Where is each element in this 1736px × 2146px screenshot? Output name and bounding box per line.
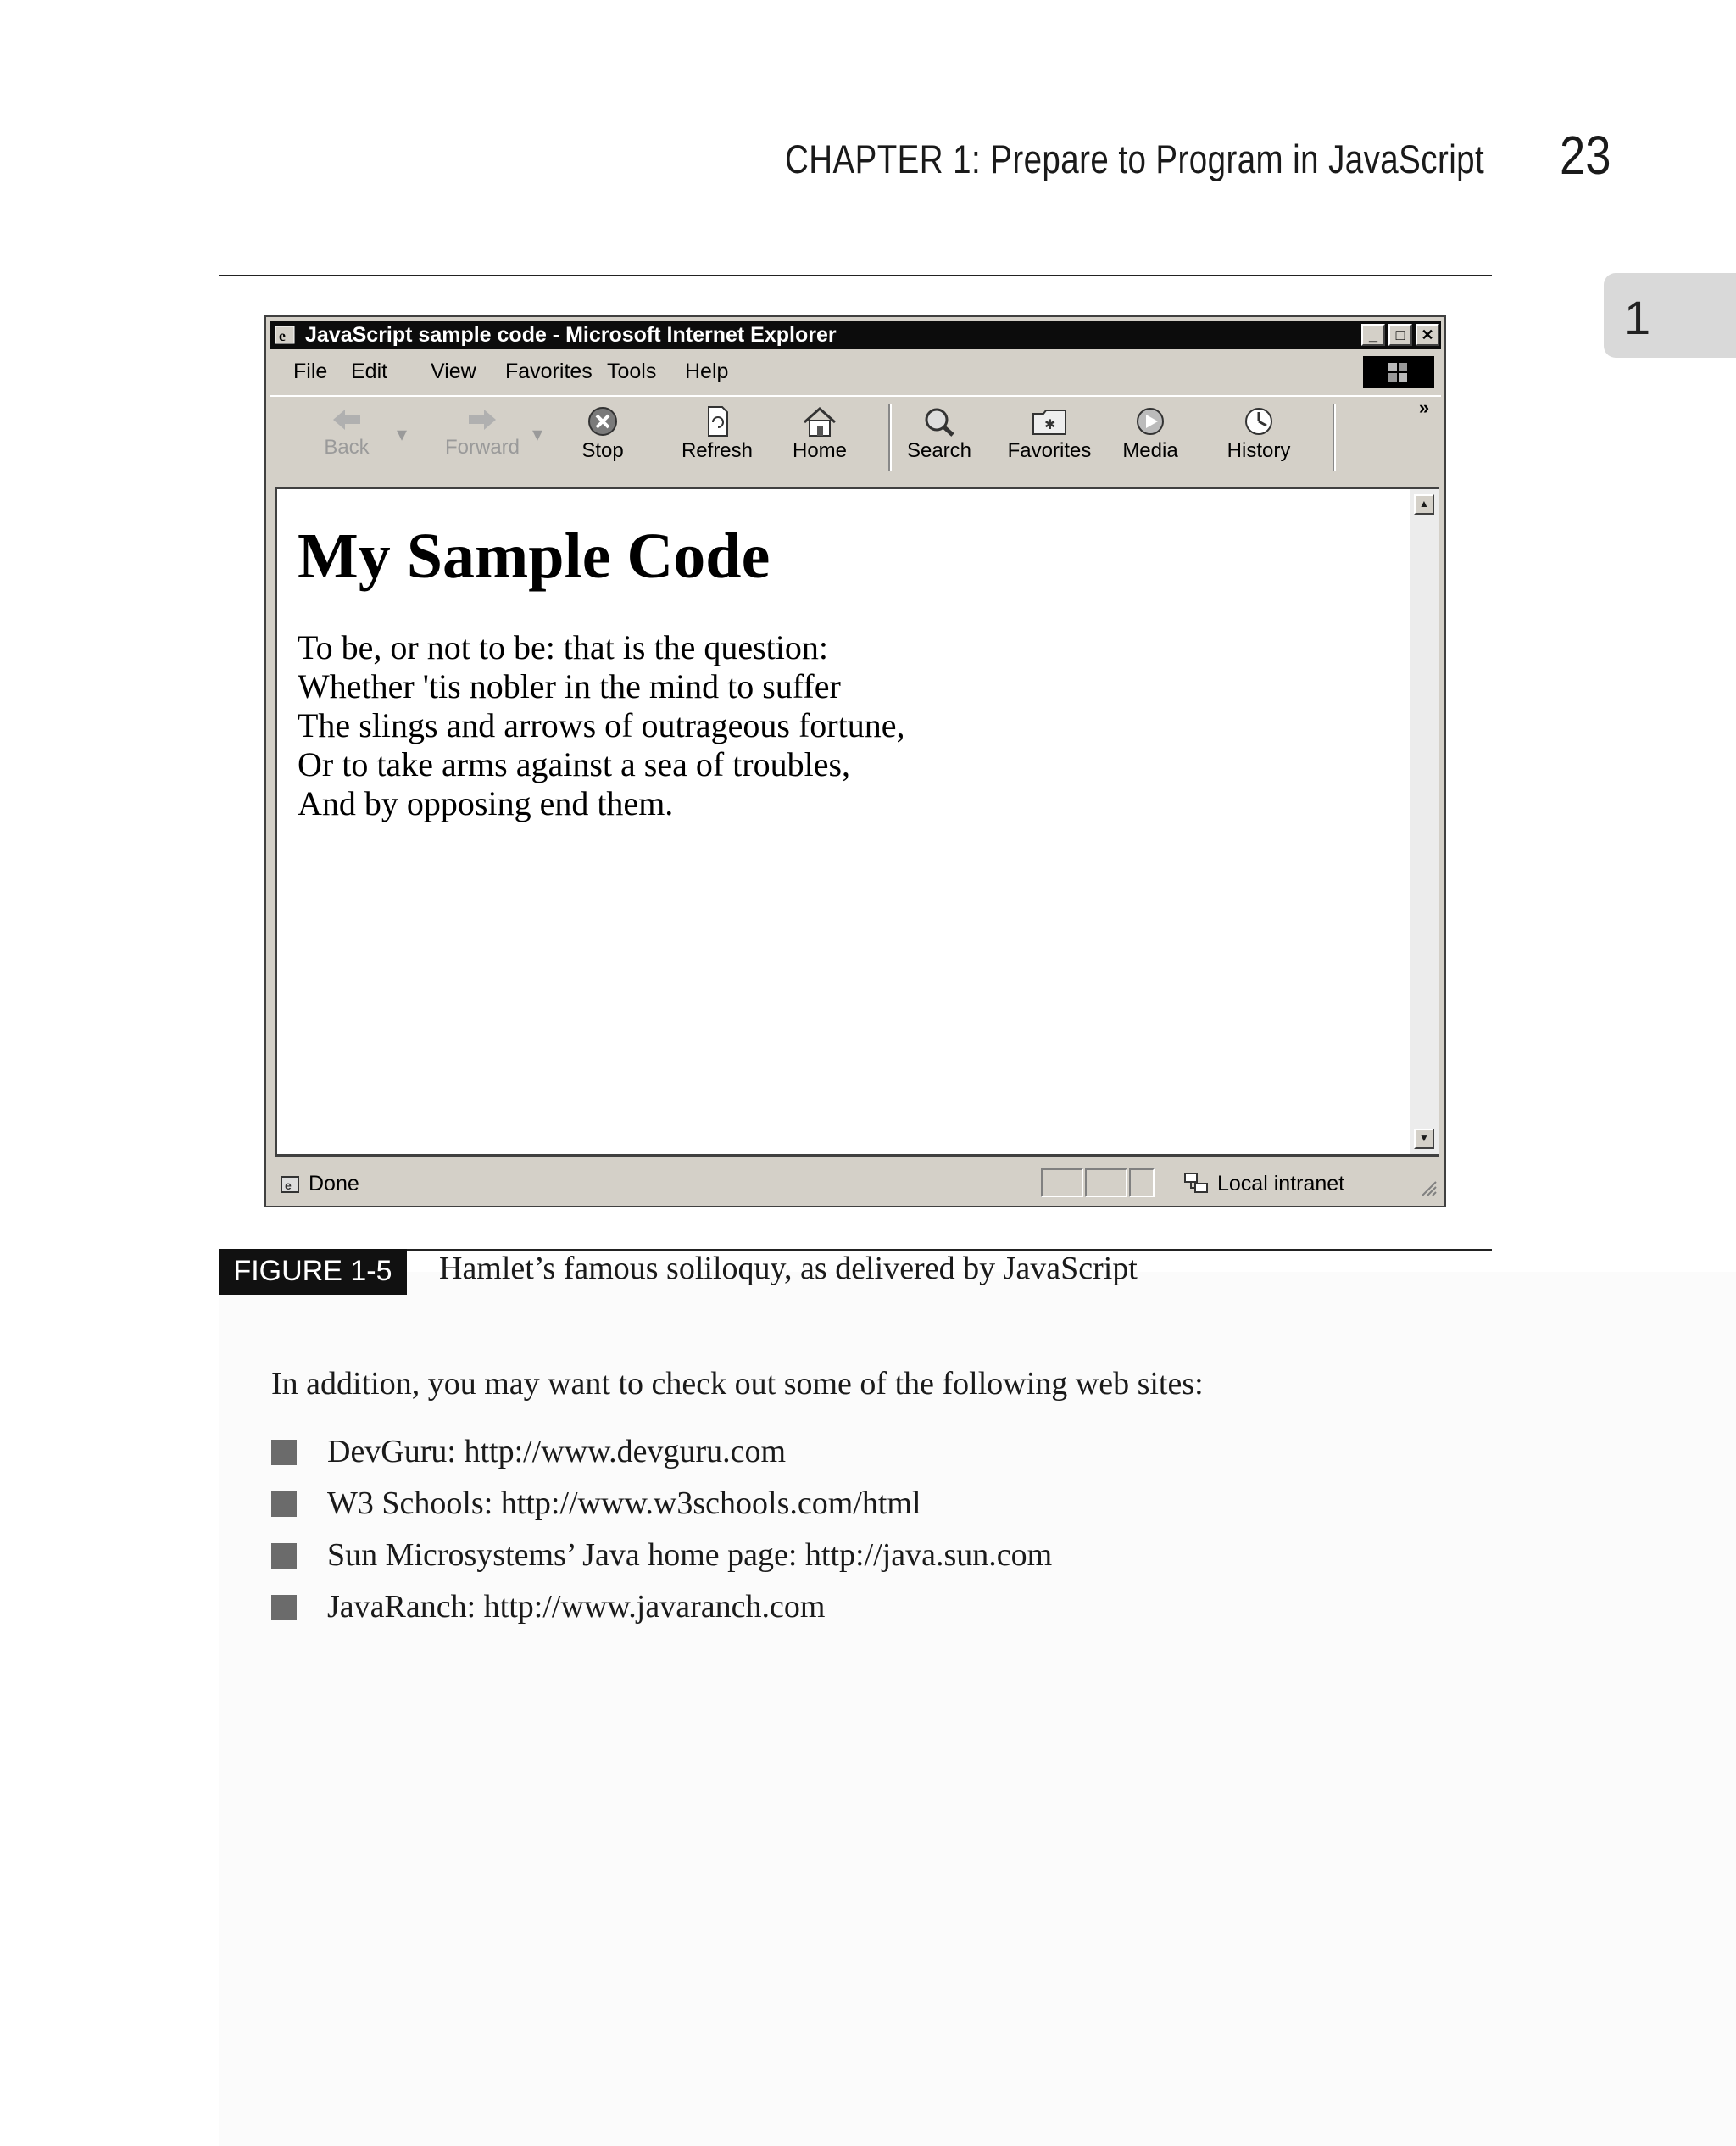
list-item-text: Sun Microsystems’ Java home page: http://java.sun.com — [327, 1537, 1053, 1573]
home-icon — [801, 405, 838, 438]
stop-label: Stop — [581, 439, 624, 462]
favorites-folder-icon — [1030, 405, 1069, 438]
favorites-button[interactable] — [1000, 405, 1099, 463]
list-item — [271, 1588, 1052, 1640]
scroll-up-icon[interactable]: ▲ — [1414, 494, 1434, 515]
bullet-square-icon — [271, 1491, 297, 1517]
bullet-square-icon — [271, 1440, 297, 1465]
search-button[interactable] — [897, 405, 982, 463]
forward-arrow-icon — [465, 405, 499, 434]
poem-line: Or to take arms against a sea of troubles, — [298, 745, 851, 783]
menu-edit[interactable]: Edit — [351, 360, 388, 383]
refresh-label: Refresh — [681, 439, 754, 462]
status-pane — [1041, 1168, 1083, 1197]
page-heading: My Sample Code — [298, 521, 771, 592]
page-number: 23 — [1560, 125, 1611, 186]
search-label: Search — [906, 439, 972, 462]
list-item — [271, 1536, 1052, 1588]
list-item-text: DevGuru: http://www.devguru.com — [327, 1434, 787, 1469]
home-label: Home — [792, 439, 848, 462]
chapter-tab-number: 1 — [1624, 291, 1651, 344]
toolbar-overflow-button[interactable]: » — [1418, 397, 1430, 418]
poem-line: And by opposing end them. — [298, 784, 674, 822]
svg-text:✱: ✱ — [1044, 418, 1056, 432]
stop-button[interactable] — [565, 405, 641, 463]
vertical-scrollbar[interactable] — [1410, 487, 1439, 1157]
menu-help[interactable]: Help — [685, 360, 729, 383]
list-item-text: JavaRanch: http://www.javaranch.com — [327, 1589, 826, 1625]
toolbar-separator — [1333, 404, 1336, 471]
maximize-button[interactable]: □ — [1388, 324, 1412, 346]
media-icon — [1132, 405, 1169, 438]
poem-line: Whether 'tis nobler in the mind to suffer — [298, 667, 841, 705]
status-text: Done — [309, 1172, 359, 1196]
website-list — [271, 1433, 1052, 1640]
status-bar — [270, 1167, 1441, 1201]
scroll-down-icon[interactable]: ▼ — [1414, 1129, 1434, 1149]
menu-bar — [270, 354, 1441, 388]
status-pane — [1085, 1168, 1127, 1197]
header-rule — [219, 275, 1492, 276]
toolbar-separator — [888, 404, 892, 471]
back-button[interactable] — [309, 405, 385, 460]
poem-line: The slings and arrows of outrageous fortune, — [298, 706, 905, 744]
home-button[interactable] — [782, 405, 858, 463]
forward-label: Forward — [444, 436, 520, 459]
menu-file[interactable]: File — [293, 360, 328, 383]
figure-caption: Hamlet’s famous soliloquy, as delivered by JavaScript — [439, 1251, 1138, 1286]
svg-text:e: e — [285, 1179, 292, 1192]
close-button[interactable]: ✕ — [1416, 324, 1439, 346]
history-icon — [1240, 405, 1277, 438]
running-header: CHAPTER 1: Prepare to Program in JavaScript — [785, 137, 1485, 181]
chapter-tab — [1604, 273, 1736, 358]
forward-dropdown[interactable]: ▾ — [531, 423, 543, 446]
refresh-icon — [700, 405, 734, 438]
back-dropdown[interactable]: ▾ — [396, 423, 408, 446]
resize-grip-icon[interactable] — [1419, 1179, 1438, 1197]
favorites-label: Favorites — [1007, 439, 1092, 462]
history-label: History — [1227, 439, 1291, 462]
search-icon — [921, 405, 958, 438]
menu-favorites[interactable]: Favorites — [505, 360, 593, 383]
page-content — [275, 487, 1410, 1157]
refresh-button[interactable] — [673, 405, 761, 463]
window-title: JavaScript sample code - Microsoft Internet Explorer — [305, 323, 837, 347]
security-zone-text: Local intranet — [1217, 1172, 1345, 1196]
list-item-text: W3 Schools: http://www.w3schools.com/html — [327, 1485, 921, 1521]
minimize-button[interactable]: _ — [1361, 324, 1385, 346]
body-paragraph: In addition, you may want to check out some of the following web sites: — [271, 1366, 1204, 1402]
poem-text — [298, 628, 904, 823]
figure-label: FIGURE 1-5 — [219, 1249, 407, 1295]
menu-view[interactable]: View — [431, 360, 476, 383]
page-status-icon — [280, 1173, 302, 1196]
stop-icon — [586, 405, 620, 438]
toolbar — [270, 395, 1441, 478]
poem-line: To be, or not to be: that is the question: — [298, 628, 828, 666]
browser-window — [264, 315, 1446, 1207]
media-button[interactable] — [1112, 405, 1188, 463]
list-item — [271, 1485, 1052, 1536]
menu-tools[interactable]: Tools — [607, 360, 657, 383]
bullet-square-icon — [271, 1595, 297, 1620]
ie-logo-icon — [275, 324, 297, 346]
status-pane — [1129, 1168, 1155, 1197]
windows-logo-icon — [1363, 356, 1434, 388]
back-label: Back — [324, 436, 370, 459]
back-arrow-icon — [330, 405, 364, 434]
page-background — [219, 1272, 1736, 2146]
svg-text:e: e — [279, 327, 286, 344]
media-label: Media — [1122, 439, 1178, 462]
list-item — [271, 1433, 1052, 1485]
forward-button[interactable] — [436, 405, 529, 460]
history-button[interactable] — [1221, 405, 1297, 463]
bullet-square-icon — [271, 1543, 297, 1569]
intranet-zone-icon — [1183, 1172, 1212, 1196]
title-bar[interactable] — [270, 321, 1441, 349]
